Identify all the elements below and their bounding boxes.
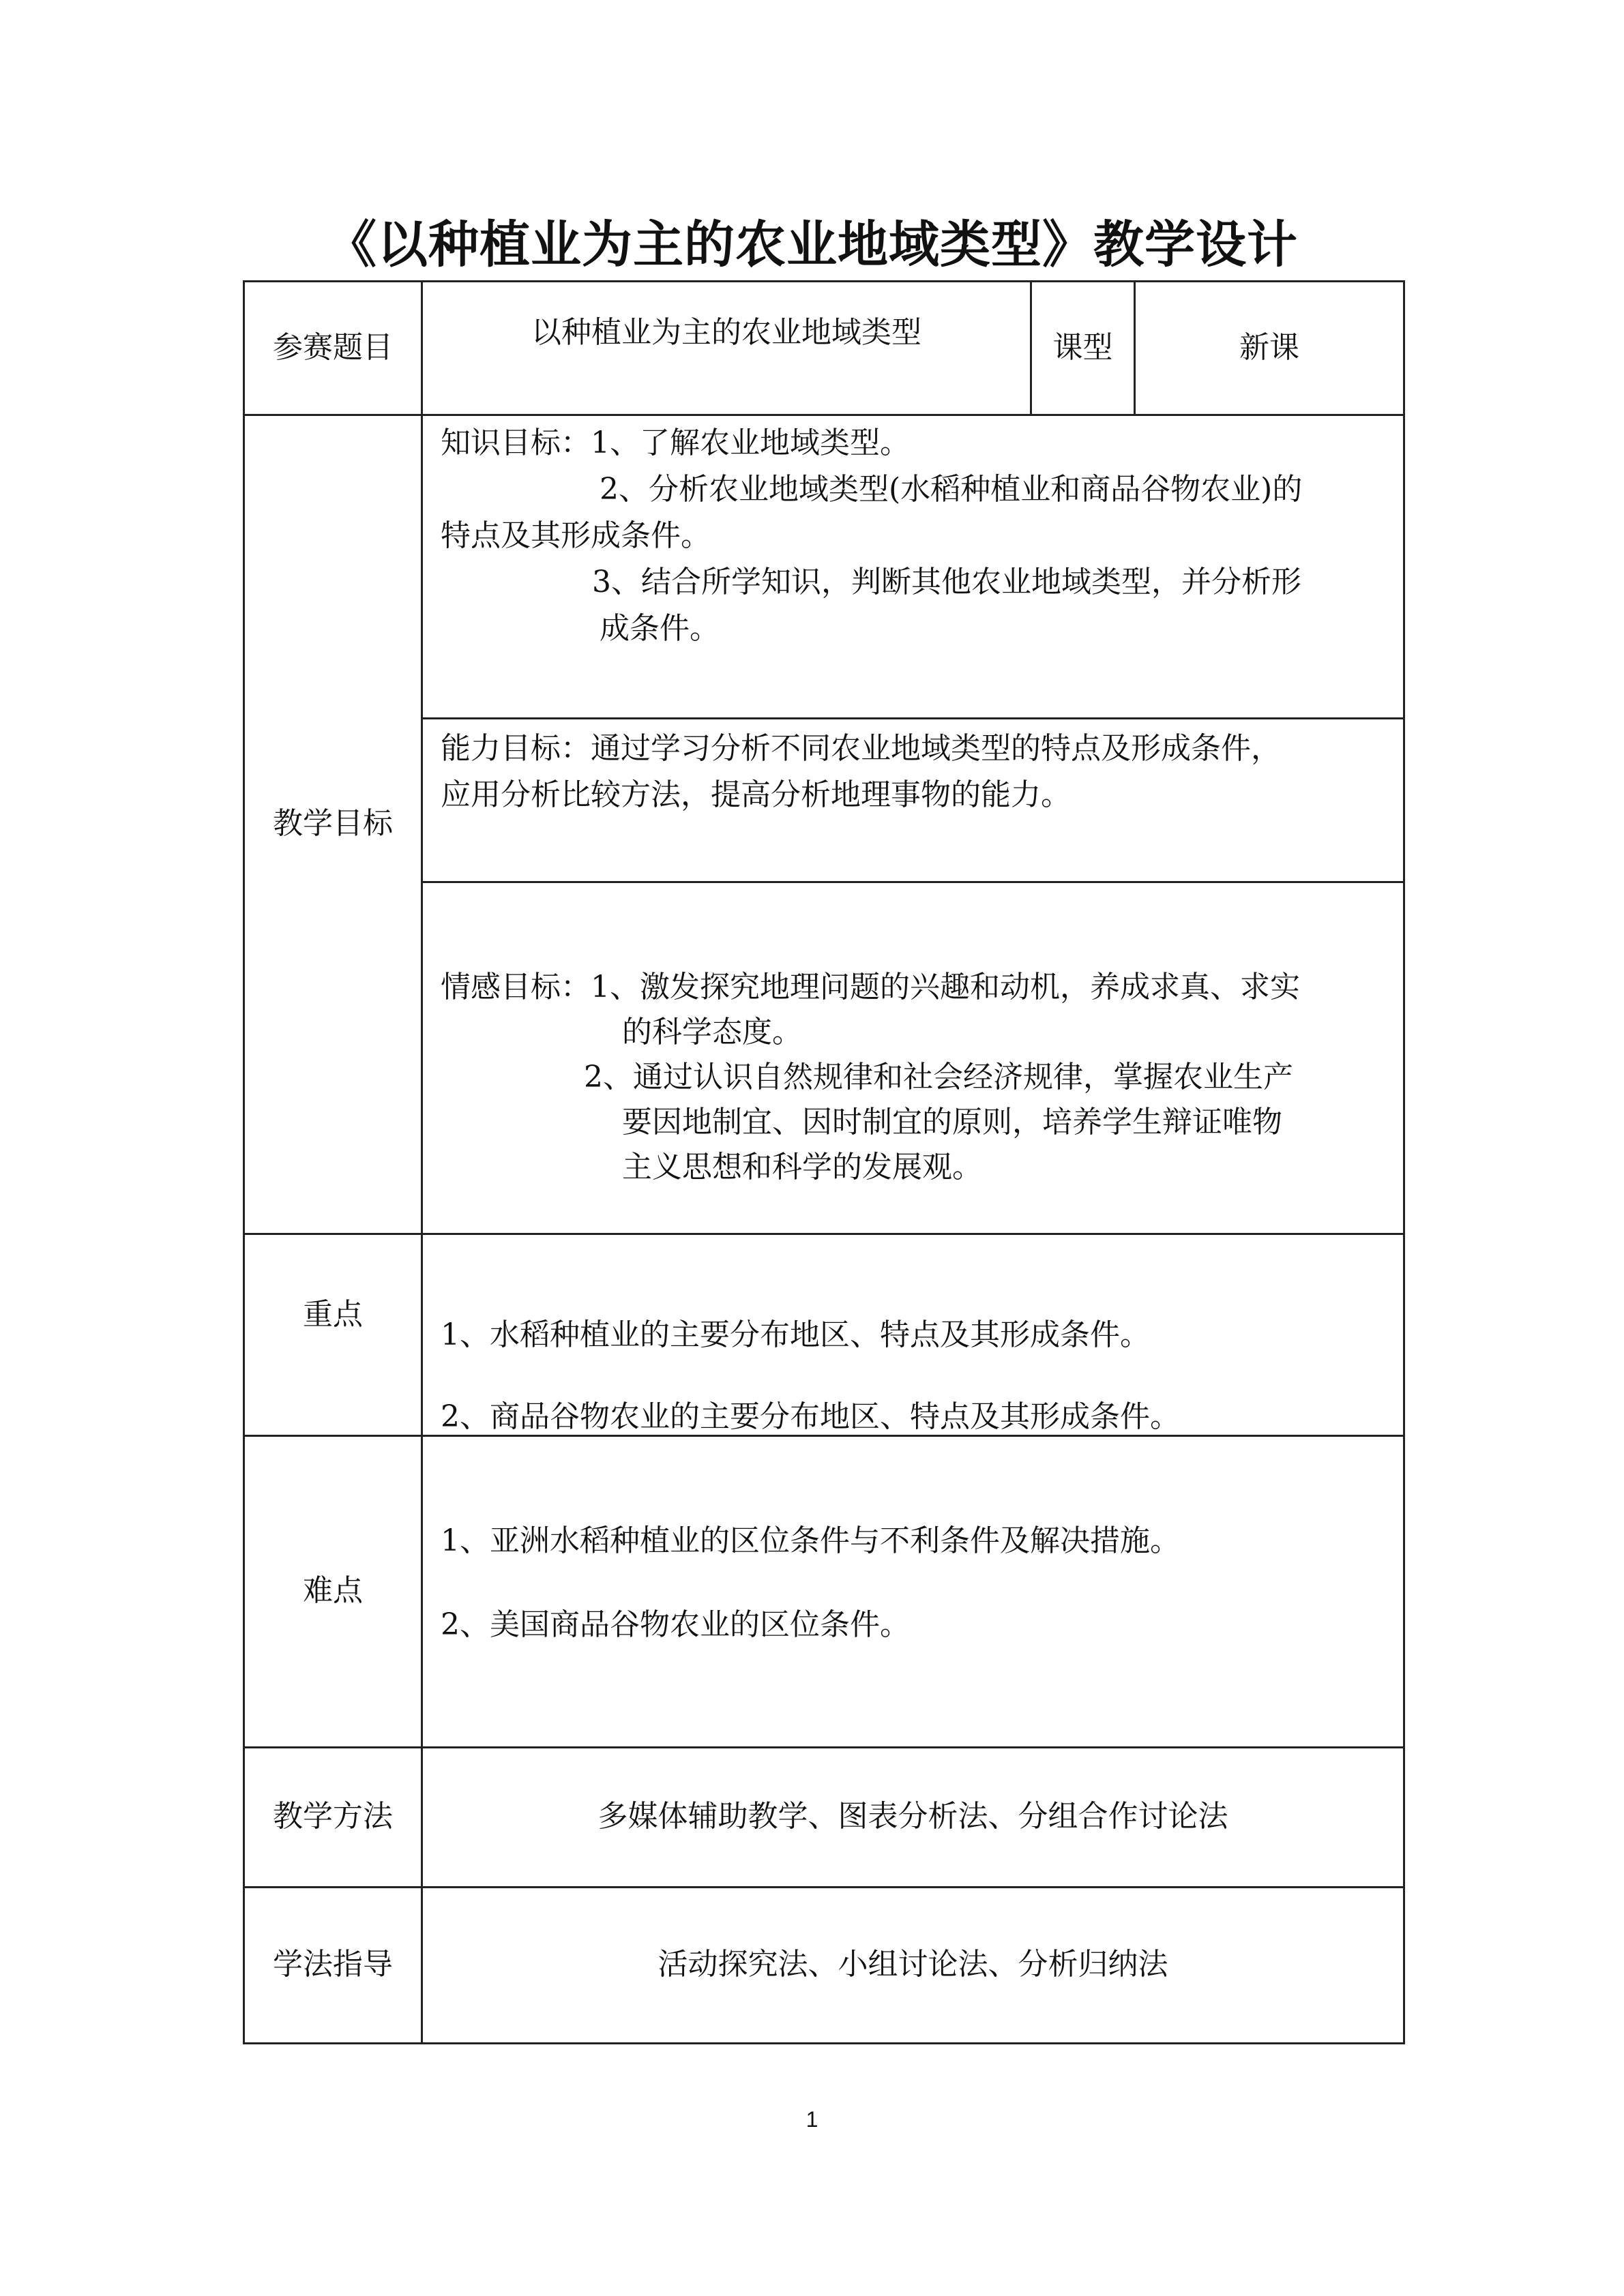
contest-topic-value: 以种植业为主的农业地域类型 xyxy=(531,315,921,350)
knowledge-objective-line: 特点及其形成条件。 xyxy=(441,518,711,553)
row-divider xyxy=(245,1886,1403,1888)
key-point-item: 2、商品谷物农业的主要分布地区、特点及其形成条件。 xyxy=(441,1399,1180,1434)
difficulties-label: 难点 xyxy=(303,1573,363,1608)
lesson-plan-table xyxy=(243,280,1405,2044)
teaching-method-label: 教学方法 xyxy=(273,1799,393,1834)
learning-guidance-value: 活动探究法、小组讨论法、分析归纳法 xyxy=(658,1947,1168,1982)
emotion-objective-line: 情感目标：1、激发探究地理问题的兴趣和动机，养成求真、求实 xyxy=(441,970,1300,1004)
knowledge-objective-line: 2、分析农业地域类型(水稻种植业和商品谷物农业)的 xyxy=(600,472,1303,507)
course-type-label: 课型 xyxy=(1052,330,1113,365)
key-points-label: 重点 xyxy=(303,1297,363,1332)
ability-objective-line: 能力目标：通过学习分析不同农业地域类型的特点及形成条件， xyxy=(441,731,1281,766)
emotion-objective-line: 的科学态度。 xyxy=(622,1015,802,1049)
teaching-method-value: 多媒体辅助教学、图表分析法、分组合作讨论法 xyxy=(597,1799,1228,1834)
knowledge-objective-line: 知识目标：1、了解农业地域类型。 xyxy=(441,426,910,460)
page-number: 1 xyxy=(806,2107,818,2132)
document-title: 《以种植业为主的农业地域类型》教学设计 xyxy=(326,215,1298,274)
knowledge-objective-line: 成条件。 xyxy=(600,611,720,646)
column-divider xyxy=(421,282,423,2042)
row-divider xyxy=(245,1233,1403,1235)
row-divider xyxy=(423,881,1403,883)
key-point-item: 1、水稻种植业的主要分布地区、特点及其形成条件。 xyxy=(441,1317,1150,1352)
contest-topic-label: 参赛题目 xyxy=(273,330,393,365)
difficulty-item: 1、亚洲水稻种植业的区位条件与不利条件及解决措施。 xyxy=(441,1523,1180,1558)
teaching-objectives-label: 教学目标 xyxy=(273,806,393,841)
emotion-objective-line: 要因地制宜、因时制宜的原则，培养学生辩证唯物 xyxy=(622,1105,1282,1139)
difficulty-item: 2、美国商品谷物农业的区位条件。 xyxy=(441,1607,910,1642)
emotion-objective-line: 2、通过认识自然规律和社会经济规律，掌握农业生产 xyxy=(584,1060,1293,1094)
course-type-value: 新课 xyxy=(1239,330,1299,365)
emotion-objective-line: 主义思想和科学的发展观。 xyxy=(622,1150,982,1184)
knowledge-objective-line: 3、结合所学知识，判断其他农业地域类型，并分析形 xyxy=(592,565,1301,599)
learning-guidance-label: 学法指导 xyxy=(273,1947,393,1982)
row-divider xyxy=(245,1746,1403,1748)
row-divider xyxy=(245,414,1403,416)
ability-objective-line: 应用分析比较方法，提高分析地理事物的能力。 xyxy=(441,777,1071,812)
row-divider xyxy=(423,717,1403,719)
